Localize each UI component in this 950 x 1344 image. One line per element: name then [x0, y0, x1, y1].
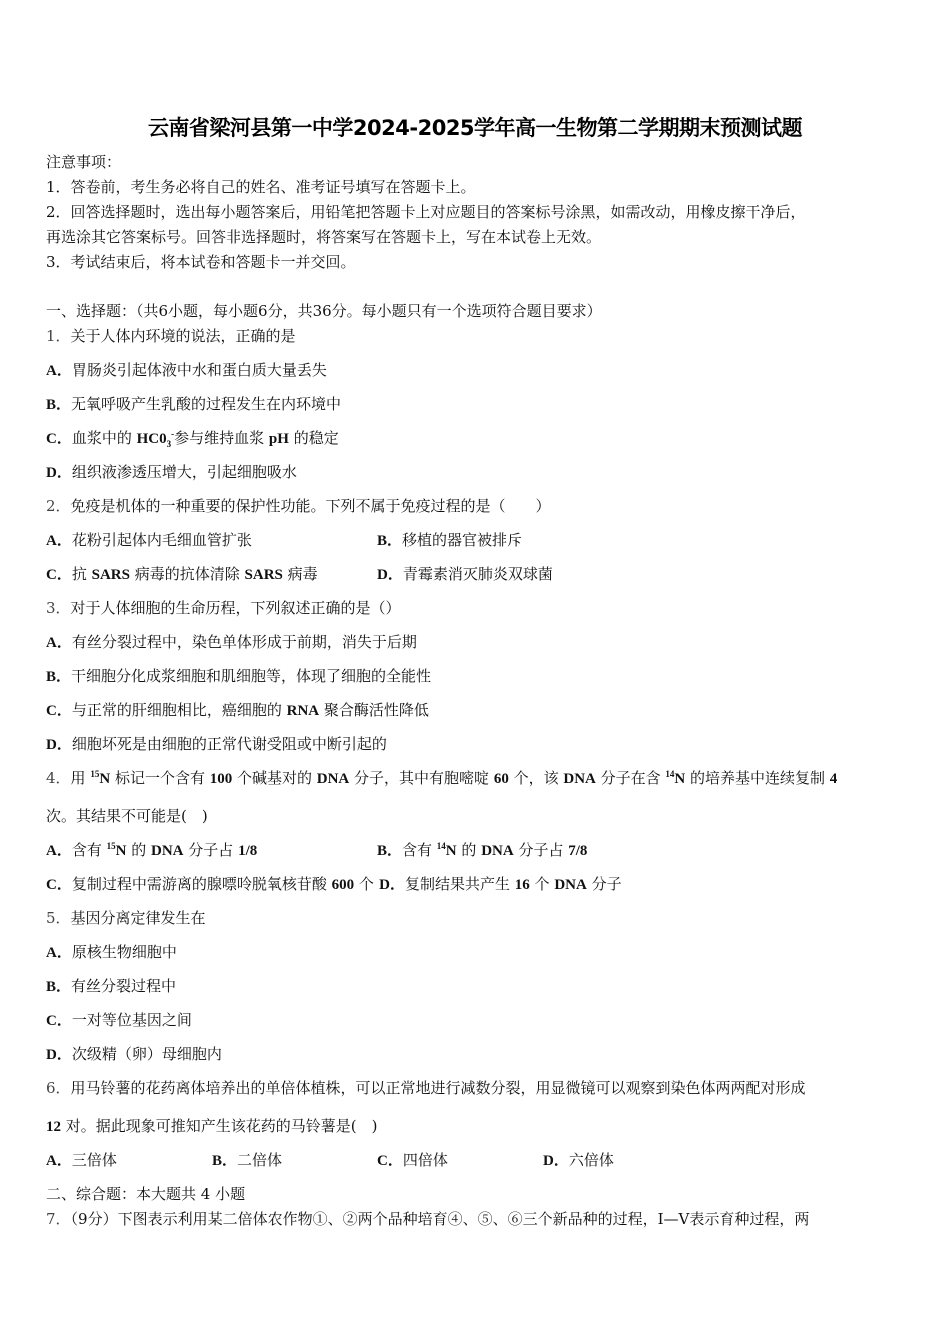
q6-option-d: D．六倍体 [543, 1151, 614, 1169]
section1-heading: 一、选择题：（共6小题，每小题6分，共36分。每小题只有一个选项符合题目要求） [46, 302, 602, 320]
q6-option-c: C．四倍体 [377, 1151, 448, 1169]
notice-item-3: 3．考试结束后，将本试卷和答题卡一并交回。 [46, 253, 356, 271]
q3-option-c: C．与正常的肝细胞相比，癌细胞的 RNA 聚合酶活性降低 [46, 701, 429, 719]
question-1 [46, 326, 296, 346]
q4-option-a: A．含有 $^{15}$N 的 DNA 分子占 1/8 [46, 841, 258, 859]
q5-option-b: B．有丝分裂过程中 [46, 977, 177, 995]
q2-option-a: A．花粉引起体内毛细血管扩张 [46, 531, 252, 549]
section2-heading: 二、综合题：本大题共 4 小题 [46, 1185, 246, 1203]
q1-option-b: B．无氧呼吸产生乳酸的过程发生在内环境中 [46, 395, 342, 413]
q1-option-c: C．血浆中的 $HC0_3^-$参与维持血浆 pH 的稳定 [46, 429, 339, 449]
question-number: 1． [46, 327, 71, 345]
notice-item-1: 1．答卷前，考生务必将自己的姓名、准考证号填写在答题卡上。 [46, 178, 476, 196]
question-stem: 关于人体内环境的说法，正确的是 [70, 327, 296, 345]
q3-option-b: B．干细胞分化成浆细胞和肌细胞等，体现了细胞的全能性 [46, 667, 432, 685]
q5-option-a: A．原核生物细胞中 [46, 943, 177, 961]
question-4: 4．用 $^{15}$N 标记一个含有 100 个碱基对的 DNA 分子，其中有胞嘧啶 60 个，该 DNA 分子在含 $^{14}$N 的培养基中连续复制 4 [46, 769, 838, 787]
q2-option-d: D．青霉素消灭肺炎双球菌 [377, 565, 553, 583]
question-7: 7．（9分）下图表示利用某二倍体农作物①、②两个品种培育④、⑤、⑥三个新品种的过程，Ⅰ—Ⅴ表示育种过程，两 [46, 1210, 810, 1228]
q5-option-c: C．一对等位基因之间 [46, 1011, 192, 1029]
q6-option-b: B．二倍体 [212, 1151, 283, 1169]
question-5: 5．基因分离定律发生在 [46, 909, 206, 927]
q5-option-d: D．次级精（卵）母细胞内 [46, 1045, 222, 1063]
question-4-cont: 次。其结果不可能是( ) [46, 807, 208, 825]
q4-option-c-d: C．复制过程中需游离的腺嘌呤脱氧核苷酸 600 个 D．复制结果共产生 16 个 DNA 分子 [46, 875, 622, 893]
q3-option-a: A．有丝分裂过程中，染色单体形成于前期，消失于后期 [46, 633, 417, 651]
notice-item-2: 2．回答选择题时，选出每小题答案后，用铅笔把答题卡上对应题目的答案标号涂黑，如需改动，用橡皮擦干净后， [46, 203, 806, 221]
notice-heading: 注意事项： [46, 153, 122, 171]
q4-option-b: B．含有 $^{14}$N 的 DNA 分子占 7/8 [377, 841, 588, 859]
question-6-cont: 12 对。据此现象可推知产生该花药的马铃薯是( ) [46, 1117, 378, 1135]
q1-option-d: D．组织液渗透压增大，引起细胞吸水 [46, 463, 297, 481]
q3-option-d: D．细胞坏死是由细胞的正常代谢受阻或中断引起的 [46, 735, 387, 753]
q2-option-b: B．移植的器官被排斥 [377, 531, 523, 549]
q1-option-a: A．胃肠炎引起体液中水和蛋白质大量丢失 [46, 361, 327, 379]
question-3: 3．对于人体细胞的生命历程，下列叙述正确的是（） [46, 599, 401, 617]
notice-item-2-cont: 再选涂其它答案标号。回答非选择题时，将答案写在答题卡上，写在本试卷上无效。 [46, 228, 602, 246]
question-6: 6．用马铃薯的花药离体培养出的单倍体植株，可以正常地进行减数分裂，用显微镜可以观察到染色体两两配对形成 [46, 1079, 806, 1097]
q2-option-c: C．抗 SARS 病毒的抗体清除 SARS 病毒 [46, 565, 318, 583]
question-2: 2．免疫是机体的一种重要的保护性功能。下列不属于免疫过程的是（ ） [46, 497, 551, 515]
page-title: 云南省梁河县第一中学2024-2025学年高一生物第二学期期末预测试题 [147, 116, 803, 140]
q6-option-a: A．三倍体 [46, 1151, 117, 1169]
